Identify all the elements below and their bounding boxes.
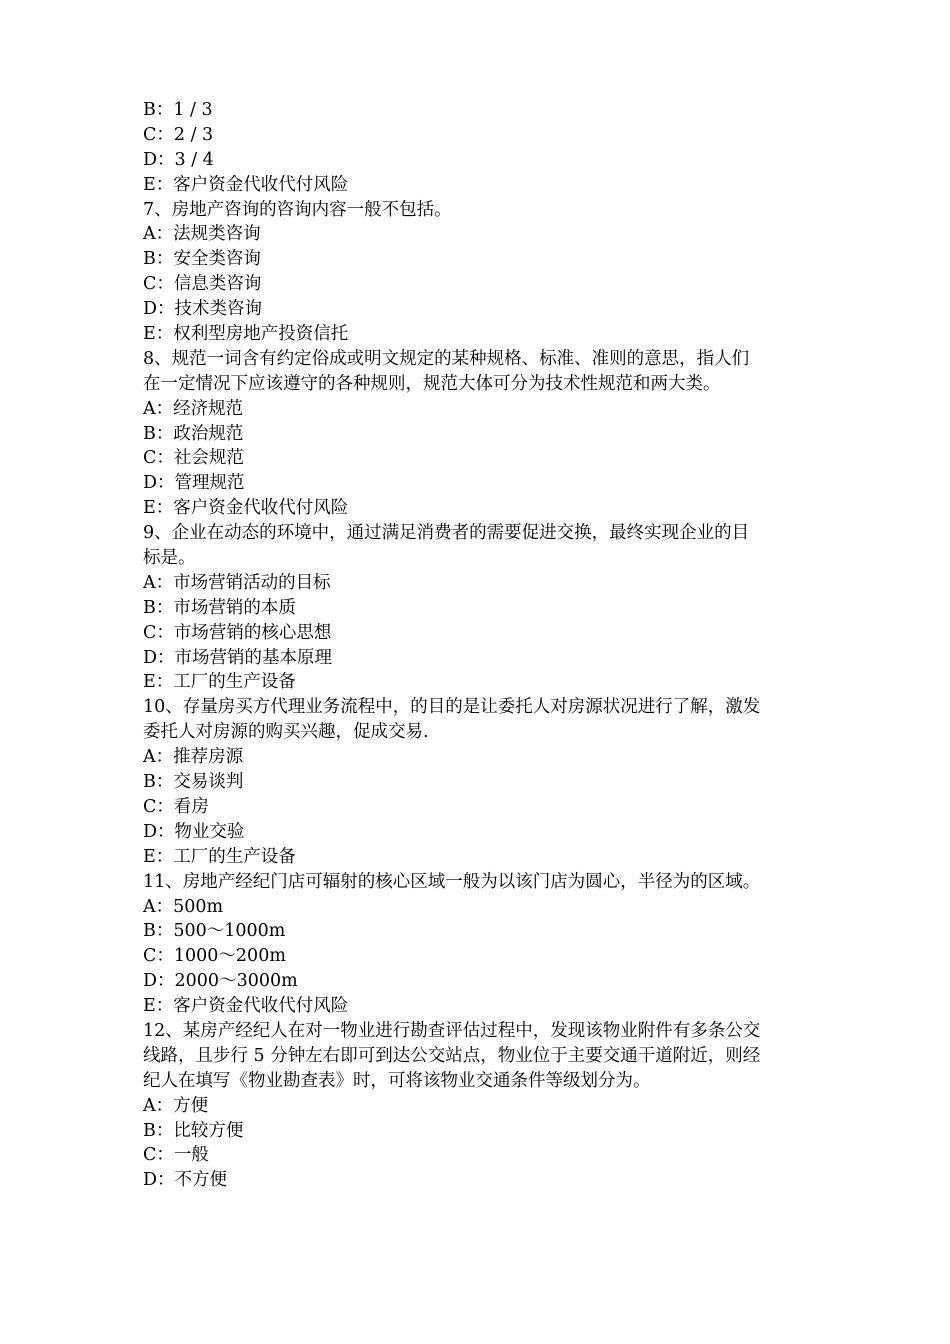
- option-line: C：市场营销的核心思想: [143, 622, 332, 643]
- option-line: A：方便: [143, 1095, 209, 1116]
- question-8: 8、规范一词含有约定俗成或明文规定的某种规格、标准、准则的意思，指人们: [143, 348, 750, 369]
- option-line: D：不方便: [143, 1170, 228, 1191]
- option-line: C：信息类咨询: [143, 274, 262, 295]
- question-9-continued: 标是。: [143, 548, 196, 569]
- option-line: D：市场营销的基本原理: [143, 647, 333, 668]
- question-11: 11、房地产经纪门店可辐射的核心区域一般为以该门店为圆心，半径为的区域。: [143, 871, 761, 892]
- option-line: C：1000～200m: [143, 946, 286, 967]
- option-line: B：500～1000m: [143, 921, 286, 942]
- option-line: D：2000～3000m: [143, 971, 298, 992]
- option-line: E：工厂的生产设备: [143, 672, 296, 693]
- option-line: D：管理规范: [143, 473, 245, 494]
- option-line: A：法规类咨询: [143, 224, 261, 245]
- option-line: B：安全类咨询: [143, 249, 261, 270]
- option-line: E：客户资金代收代付风险: [143, 498, 349, 519]
- option-line: D：技术类咨询: [143, 299, 263, 320]
- document-body: [143, 98, 811, 1193]
- option-line: B：比较方便: [143, 1120, 244, 1141]
- option-line: D：物业交验: [143, 821, 245, 842]
- option-line: C：一般: [143, 1145, 209, 1166]
- option-line: A：经济规范: [143, 398, 244, 419]
- option-line: B：政治规范: [143, 423, 244, 444]
- option-line: E：客户资金代收代付风险: [143, 996, 349, 1017]
- option-line: C：看房: [143, 796, 209, 817]
- option-line: B：1 / 3: [143, 100, 213, 120]
- question-10: 10、存量房买方代理业务流程中，的目的是让委托人对房源状况进行了解，激发: [143, 697, 761, 718]
- option-line: A：推荐房源: [143, 747, 244, 768]
- question-8-continued: 在一定情况下应该遵守的各种规则，规范大体可分为技术性规范和两大类。: [143, 373, 721, 394]
- option-line: E：工厂的生产设备: [143, 846, 296, 867]
- option-line: A：市场营销活动的目标: [143, 572, 331, 593]
- option-line: B：交易谈判: [143, 772, 244, 793]
- option-line: C：2 / 3: [143, 124, 214, 145]
- option-line: B：市场营销的本质: [143, 597, 296, 618]
- option-line: E：客户资金代收代付风险: [143, 174, 349, 195]
- question-12-continued: 线路，且步行 5 分钟左右即可到达公交站点，物业位于主要交通干道附近，则经: [143, 1045, 761, 1066]
- option-line: E：权利型房地产投资信托: [143, 324, 349, 345]
- question-7: 7、房地产咨询的咨询内容一般不包括。: [143, 199, 452, 220]
- option-line: C：社会规范: [143, 448, 244, 469]
- question-12: 12、某房产经纪人在对一物业进行勘查评估过程中，发现该物业附件有多条公交: [143, 1020, 761, 1041]
- option-line: D：3 / 4: [143, 149, 214, 170]
- question-10-continued: 委托人对房源的购买兴趣，促成交易.: [143, 722, 429, 743]
- question-9: 9、企业在动态的环境中，通过满足消费者的需要促进交换，最终实现企业的目: [143, 523, 750, 544]
- question-12-continued: 纪人在填写《物业勘查表》时，可将该物业交通条件等级划分为。: [143, 1070, 651, 1091]
- option-line: A：500m: [143, 896, 224, 917]
